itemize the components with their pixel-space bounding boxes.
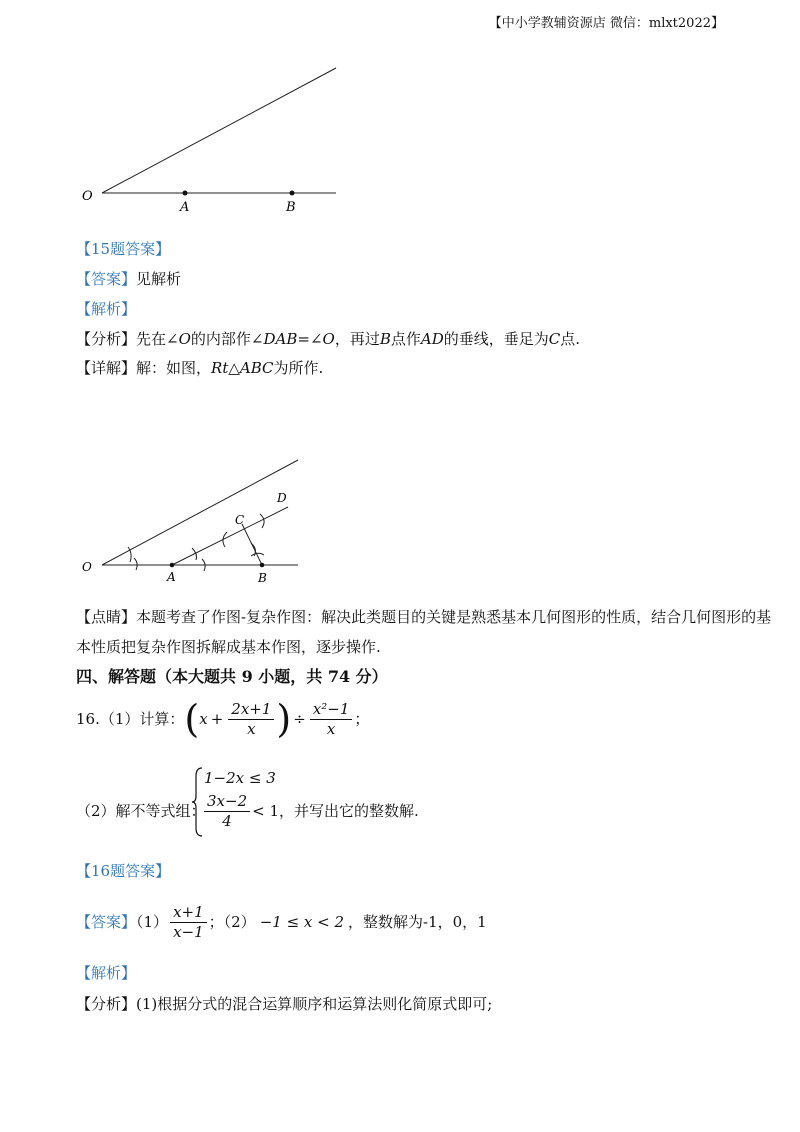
label-a: A: [180, 200, 190, 215]
q16-fenxi-line: [76, 993, 492, 1015]
answer-tag: 【答案】: [76, 270, 137, 288]
frac1-den: x: [247, 719, 256, 738]
xiangjie-abc: ABC: [239, 359, 274, 377]
fenxi-o: O: [322, 330, 335, 348]
q16-jiexi: 【解析】: [76, 964, 137, 982]
fenxi-text: 的内部作∠: [190, 330, 264, 348]
answer-tag: 【答案】: [76, 913, 137, 931]
expr-plus: +: [210, 710, 224, 728]
q16-label: 16.（1）计算：: [76, 710, 185, 728]
q15-answer-line: [76, 268, 181, 290]
label-c: C: [235, 513, 245, 527]
answer-frac-den: x−1: [173, 922, 204, 941]
label-b: B: [286, 200, 296, 215]
fenxi-text: ，再过: [334, 330, 380, 348]
fenxi-tag: 【分析】: [76, 995, 137, 1013]
part2-end: ，并写出它的整数解.: [279, 802, 419, 820]
answer-frac: [170, 903, 207, 942]
ray-ad: [172, 507, 288, 565]
paren-left: (: [184, 697, 200, 741]
q15-answer-heading: 【15题答案】: [76, 240, 171, 258]
label-b: B: [258, 571, 267, 585]
answer-p3: ，整数解为-1，0，1: [348, 913, 487, 931]
q16-answer-heading: 【16题答案】: [76, 862, 171, 880]
label-d: D: [277, 491, 287, 505]
dianjing-tag: 【点睛】: [76, 608, 137, 626]
q16-part2-label: （2）解不等式组：: [76, 802, 206, 820]
fenxi-ad: AD: [420, 330, 444, 348]
answer-range: −1 ≤ x < 2: [259, 913, 345, 931]
frac2-den: x: [326, 719, 336, 738]
ray-upper: [102, 460, 298, 565]
ineq2-frac: [204, 792, 250, 831]
fenxi-text: 的垂线，垂足为: [443, 330, 549, 348]
fenxi-text: 点作: [390, 330, 421, 348]
fenxi-text: 先在∠: [136, 330, 179, 348]
fenxi-o: O: [178, 330, 191, 348]
answer-frac-num: x+1: [170, 903, 207, 923]
section-title: 四、解答题（本大题共 9 小题，共 74 分）: [76, 667, 388, 686]
dianjing-text: 本题考查了作图-复杂作图：解决此类题目的关键是熟悉基本几何图形的性质，结合几何图形的基: [136, 608, 772, 626]
fenxi-tag: 【分析】: [76, 330, 137, 348]
expr-frac2: [310, 700, 353, 739]
dianjing-line2: 本性质把复杂作图拆解成基本作图，逐步操作.: [76, 638, 381, 656]
page-header: 【中小学教辅资源店 微信：mlxt2022】: [488, 16, 724, 31]
xiangjie-text: 为所作.: [273, 359, 324, 377]
fenxi-text: =∠: [297, 330, 323, 348]
frac2-num: x²−1: [310, 700, 353, 720]
q15-jiexi: 【解析】: [76, 300, 137, 318]
paren-right: ): [276, 697, 292, 741]
figure-construction: [70, 450, 330, 590]
ineq2-num: 3x−2: [204, 792, 250, 812]
label-a: A: [167, 570, 176, 584]
label-o: O: [82, 560, 92, 574]
ineq2-den: 4: [222, 812, 232, 830]
dianjing-line1: [76, 606, 771, 628]
point-a: [170, 563, 175, 568]
ray-upper: [102, 68, 336, 193]
point-b: [260, 563, 265, 568]
q16-part1: [76, 696, 369, 740]
figure-angle-o: [70, 60, 350, 220]
arc-o-2: [134, 558, 137, 570]
answer-p1: （1）: [136, 913, 169, 931]
xiangjie-text: 解：如图，: [136, 359, 212, 377]
q15-fenxi-line: [76, 328, 580, 350]
q15-xiangjie-line: [76, 357, 323, 379]
fenxi-b: B: [379, 330, 391, 348]
q16-answer-line: [76, 898, 487, 944]
point-b: [290, 191, 295, 196]
expr-x: x: [199, 710, 208, 728]
fenxi-text: (1)根据分式的混合运算顺序和运算法则化简原式即可;: [136, 995, 493, 1013]
xiangjie-rt: Rt: [211, 359, 229, 377]
label-o: O: [82, 189, 93, 204]
answer-text: 见解析: [136, 270, 182, 288]
fenxi-dab: DAB: [263, 330, 298, 348]
triangle-symbol: △: [228, 359, 240, 377]
fenxi-c: C: [548, 330, 561, 348]
fenxi-text: 点.: [560, 330, 581, 348]
expr-frac1: [228, 700, 274, 739]
point-a: [183, 191, 188, 196]
answer-p2: ；（2）: [208, 913, 256, 931]
xiangjie-tag: 【详解】: [76, 359, 137, 377]
expr-div: ÷: [293, 710, 306, 728]
ineq2-rhs: < 1: [252, 802, 280, 820]
frac1-num: 2x+1: [228, 700, 274, 720]
expr-end: ；: [354, 710, 370, 728]
ineq1: 1−2x ≤ 3: [204, 769, 276, 787]
ineq2: [202, 792, 419, 831]
